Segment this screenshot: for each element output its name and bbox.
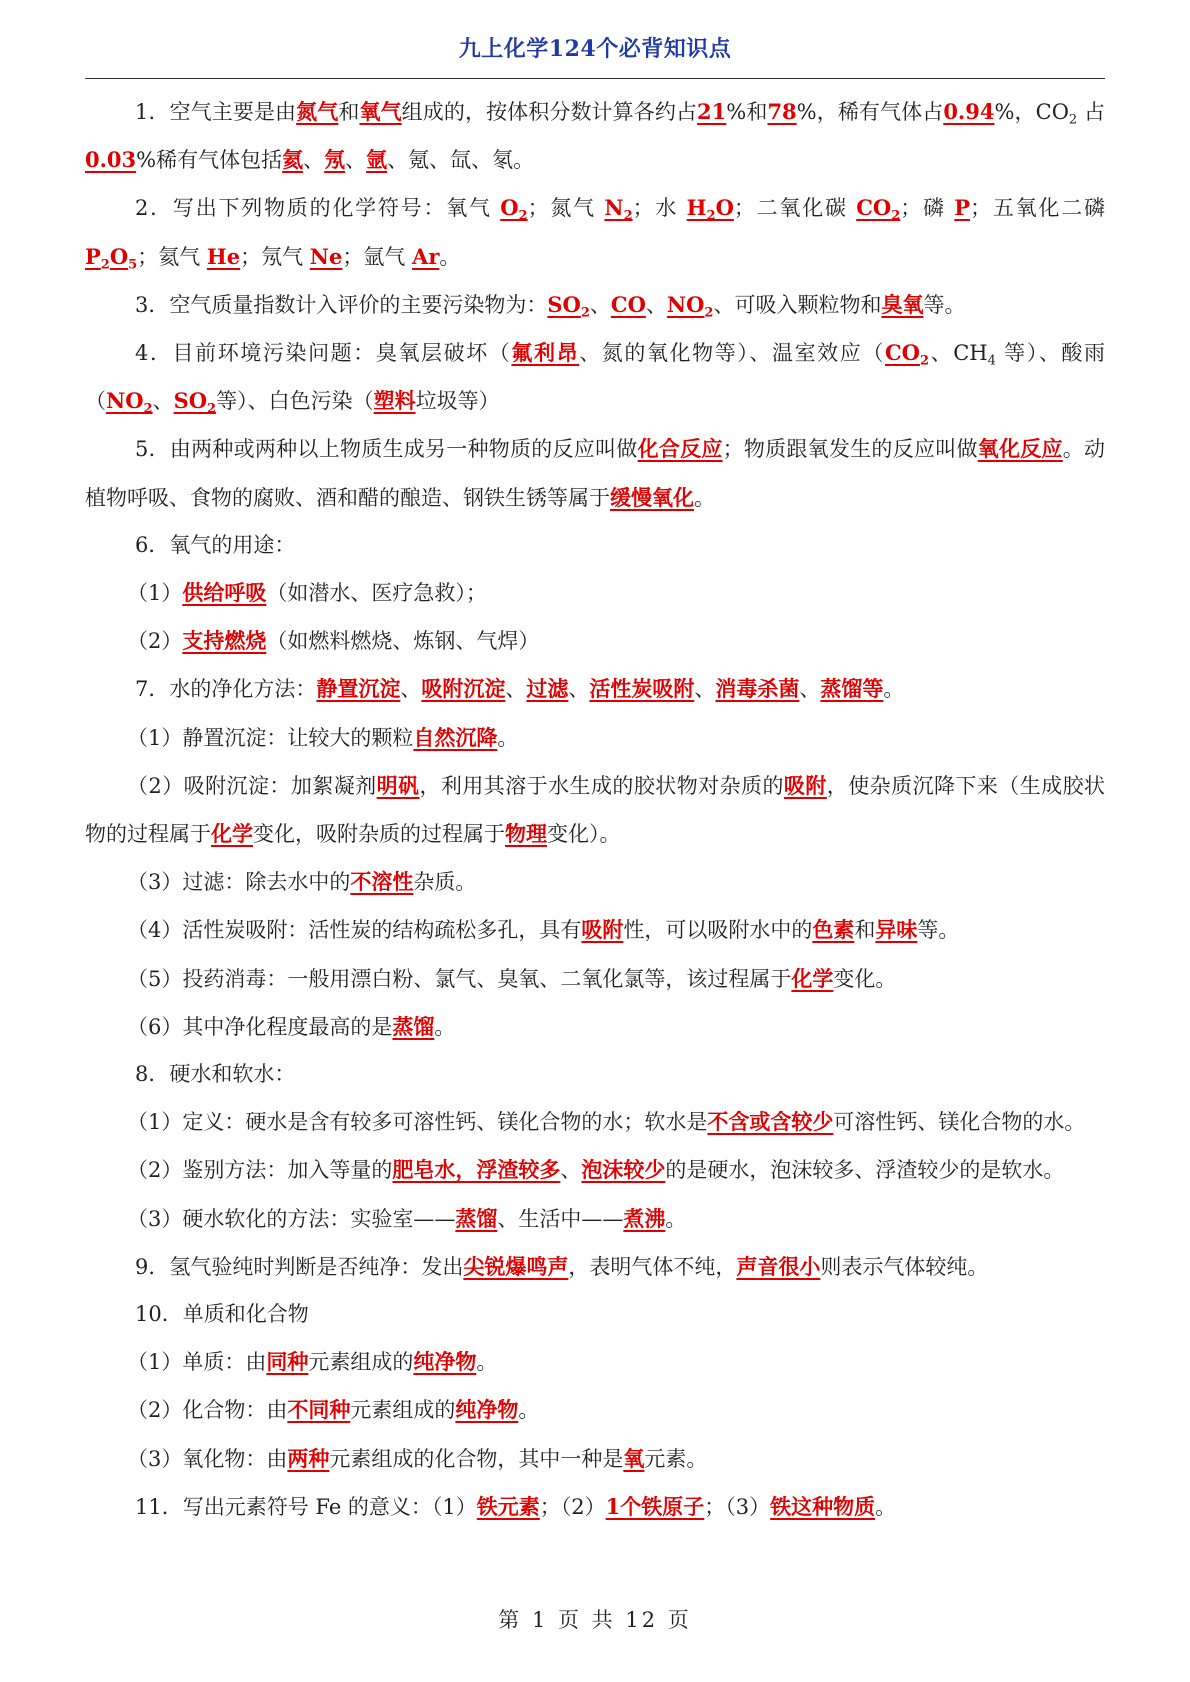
page-title: 九上化学124个必背知识点 <box>458 36 732 62</box>
item-8-sub-1: （1）定义：硬水是含有较多可溶性钙、镁化合物的水；软水是不含或含较少可溶性钙、镁化合物的水。 <box>127 1109 1086 1135</box>
header-divider <box>85 78 1105 79</box>
item-10-title: 10．单质和化合物 <box>135 1302 309 1327</box>
item-10-sub-3: （3）氧化物：由两种元素组成的化合物，其中一种是氧元素。 <box>127 1445 708 1471</box>
item-7-sub-5: （5）投药消毒：一般用漂白粉、氯气、臭氧、二氧化氯等，该过程属于化学变化。 <box>127 965 897 991</box>
item-7-sub-1: （1）静置沉淀：让较大的颗粒自然沉降。 <box>127 724 519 750</box>
item-8-sub-2: （2）鉴别方法：加入等量的肥皂水，浮渣较多、泡沫较少的是硬水，泡沫较多、浮渣较少的是软水。 <box>127 1157 1065 1183</box>
item-7-sub-4: （4）活性炭吸附：活性炭的结构疏松多孔，具有吸附性，可以吸附水中的色素和异味等。 <box>127 917 960 943</box>
item-6-title: 6．氧气的用途： <box>135 532 296 557</box>
item-2: 2．写出下列物质的化学符号：氧气 $O_2$；氮气 $N_2$；水 $H_2O$；二氧化碳 $CO_2$；磷 P；五氧化二磷 $P_2O_5$；氦气 He；氖气 Ne；氩气 Ar。 <box>85 195 1105 273</box>
item-7-sub-6: （6）其中净化程度最高的是蒸馏。 <box>127 1013 456 1039</box>
item-4: 4．目前环境污染问题：臭氧层破坏（氟利昂、氮的氧化物等）、温室效应（$CO_2$、$CH_4$ 等）、酸雨（$NO_2$、$SO_2$等）、白色污染（塑料垃圾等） <box>85 340 1106 417</box>
item-5: 5．由两种或两种以上物质生成另一种物质的反应叫做化合反应；物质跟氧发生的反应叫做氧化反应。动植物呼吸、食物的腐败、酒和醋的酿造、钢铁生锈等属于缓慢氧化。 <box>85 436 1106 510</box>
document-body <box>85 88 1105 1531</box>
item-1: 1．空气主要是由氮气和氧气组成的，按体积分数计算各约占21%和78%，稀有气体占0.94%，$CO_2$ 占 0.03%稀有气体包括氦、氖、氩、氪、氙、氡。 <box>85 99 1105 173</box>
item-10-sub-2: （2）化合物：由不同种元素组成的纯净物。 <box>127 1397 540 1423</box>
item-7-sub-2: （2）吸附沉淀：加絮凝剂明矾，利用其溶于水生成的胶状物对杂质的吸附，使杂质沉降下来（生成胶状物的过程属于化学变化，吸附杂质的过程属于物理变化）。 <box>85 772 1106 847</box>
item-6-sub-1: （1）供给呼吸（如潜水、医疗急救）； <box>127 580 487 606</box>
item-3: 3．空气质量指数计入评价的主要污染物为：$SO_2$、CO、$NO_2$、可吸入颗粒物和臭氧等。 <box>135 291 966 321</box>
item-6-sub-2: （2）支持燃烧（如燃料燃烧、炼钢、气焊） <box>127 628 540 654</box>
item-8-title: 8．硬水和软水： <box>135 1062 296 1087</box>
item-8-sub-3: （3）硬水软化的方法：实验室——蒸馏、生活中——煮沸。 <box>127 1205 687 1231</box>
item-11: 11．写出元素符号 Fe 的意义：（1）铁元素；（2）1个铁原子；（3）铁这种物质。 <box>135 1493 897 1519</box>
item-10-sub-1: （1）单质：由同种元素组成的纯净物。 <box>127 1349 498 1375</box>
item-7: 7．水的净化方法：静置沉淀、吸附沉淀、过滤、活性炭吸附、消毒杀菌、蒸馏等。 <box>135 676 905 702</box>
item-7-sub-3: （3）过滤：除去水中的不溶性杂质。 <box>127 869 477 895</box>
page-footer: 第 1 页 共 12 页 <box>498 1608 692 1632</box>
item-9: 9．氢气验纯时判断是否纯净：发出尖锐爆鸣声，表明气体不纯，声音很小则表示气体较纯。 <box>135 1253 989 1279</box>
